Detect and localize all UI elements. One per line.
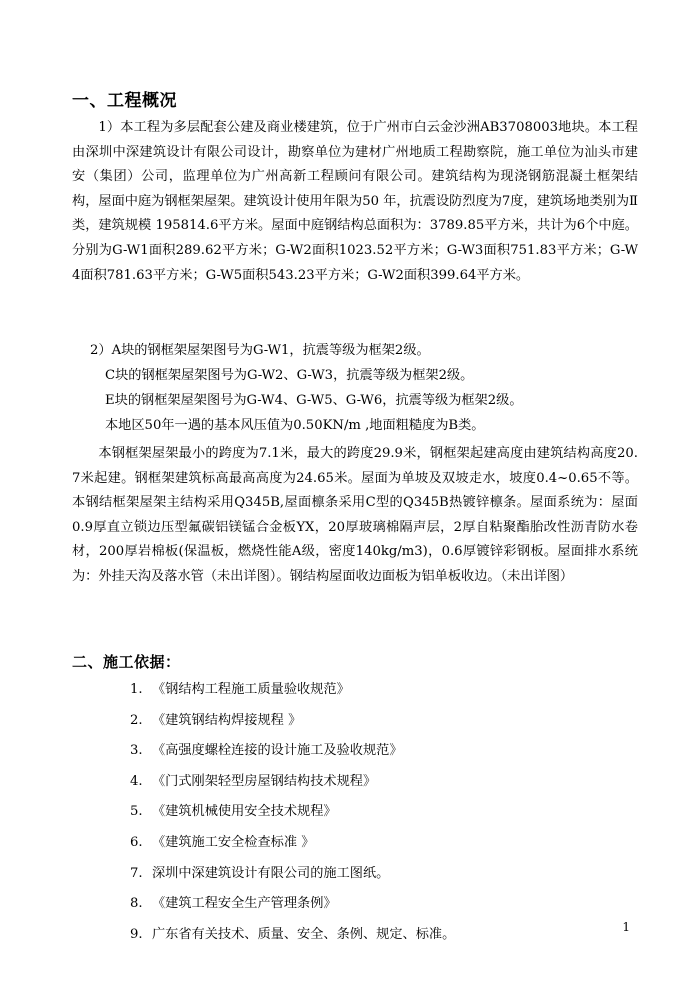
list-item [130, 802, 630, 833]
list-item-number: 1. [130, 682, 143, 697]
overview-paragraph-6: 本钢框架屋架最小的跨度为7.1米，最大的跨度29.9米，钢框架起建高度由建筑结构高度20.7米起建。钢框架建筑标高最高高度为24.65米。屋面为单坡及双坡走水，坡度0.4~0.65不等。本钢结框架屋架主结构采用Q345B,屋面檩条采用C型的Q345B热镀锌檩条。屋面系统为：屋面0.9厚直立锁边压型氟碳铝镁锰合金板YX，20厚玻璃棉隔声层，2厚自粘聚酯胎改性沥青防水卷材，200厚岩棉板(保温板，燃烧性能A级，密度140kg/m3)，0.6厚镀锌彩钢板。屋面排水系统为：外挂天沟及落水管（未出详图）。钢结构屋面收边面板为铝单板收边。（未出详图） [72, 446, 638, 584]
list-item [130, 833, 630, 864]
list-item [130, 711, 630, 742]
list-item [130, 772, 630, 803]
list-item [130, 741, 630, 772]
list-item [130, 894, 630, 925]
list-item-text: 广东省有关技术、质量、安全、条例、规定、标准。 [152, 926, 456, 942]
list-item-text: 《建筑机械使用安全技术规程》 [152, 804, 337, 820]
list-item-text: 《建筑施工安全检查标准 》 [152, 834, 315, 850]
list-item [130, 925, 630, 956]
list-item-text: 《门式刚架轻型房屋钢结构技术规程》 [152, 773, 377, 789]
list-item-number: 6. [130, 834, 143, 850]
basis-list [130, 680, 630, 955]
overview-paragraph-4: E块的钢框架屋架图号为G-W4、G-W5、G-W6，抗震等级为框架2级。 [105, 393, 523, 408]
list-item-number: 7. [130, 865, 143, 881]
list-item-number: 3. [130, 743, 143, 759]
list-item-text: 《钢结构工程施工质量验收规范》 [152, 682, 350, 697]
list-item-text: 《高强度螺栓连接的设计施工及验收规范》 [152, 743, 403, 759]
list-item-number: 4. [130, 773, 143, 789]
page-number: 1 [622, 920, 630, 934]
list-item-number: 9. [130, 926, 143, 942]
list-item [130, 680, 630, 711]
list-item-number: 2. [130, 712, 143, 728]
overview-paragraph-5: 本地区50年一遇的基本风压值为0.50KN/m ,地面粗糙度为B类。 [105, 418, 485, 433]
list-item [130, 864, 630, 895]
section-title-overview: 一、工程概况 [72, 91, 177, 111]
list-item-text: 《建筑钢结构焊接规程 》 [152, 712, 302, 728]
list-item-text: 《建筑工程安全生产管理条例》 [152, 896, 337, 912]
overview-paragraph-2: 2）A块的钢框架屋架图号为G-W1，抗震等级为框架2级。 [90, 343, 430, 358]
overview-paragraph-3: C块的钢框架屋架图号为G-W2、G-W3，抗震等级为框架2级。 [105, 368, 474, 383]
list-item-number: 8. [130, 896, 143, 912]
overview-paragraph-1: 1）本工程为多层配套公建及商业楼建筑，位于广州市白云金沙洲AB3708003地块。本工程由深圳中深建筑设计有限公司设计，勘察单位为建材广州地质工程勘察院，施工单位为汕头市建安（集团）公司，监理单位为广州高新工程顾问有限公司。建筑结构为现浇钢筋混凝土框架结构，屋面中庭为钢框架屋架。建筑设计使用年限为50 年，抗震设防烈度为7度，建筑场地类别为Ⅱ类，建筑规模 195814.6平方米。屋面中庭钢结构总面积为：3789.85平方米，共计为6个中庭。分别为G-W1面积289.62平方米；G-W2面积1023.52平方米；G-W3面积751.83平方米；G-W4面积781.63平方米；G-W5面积543.23平方米；G-W2面积399.64平方米。 [72, 120, 638, 283]
list-item-number: 5. [130, 804, 143, 820]
section-title-basis: 二、施工依据： [72, 653, 181, 671]
list-item-text: 深圳中深建筑设计有限公司的施工图纸。 [152, 865, 390, 881]
